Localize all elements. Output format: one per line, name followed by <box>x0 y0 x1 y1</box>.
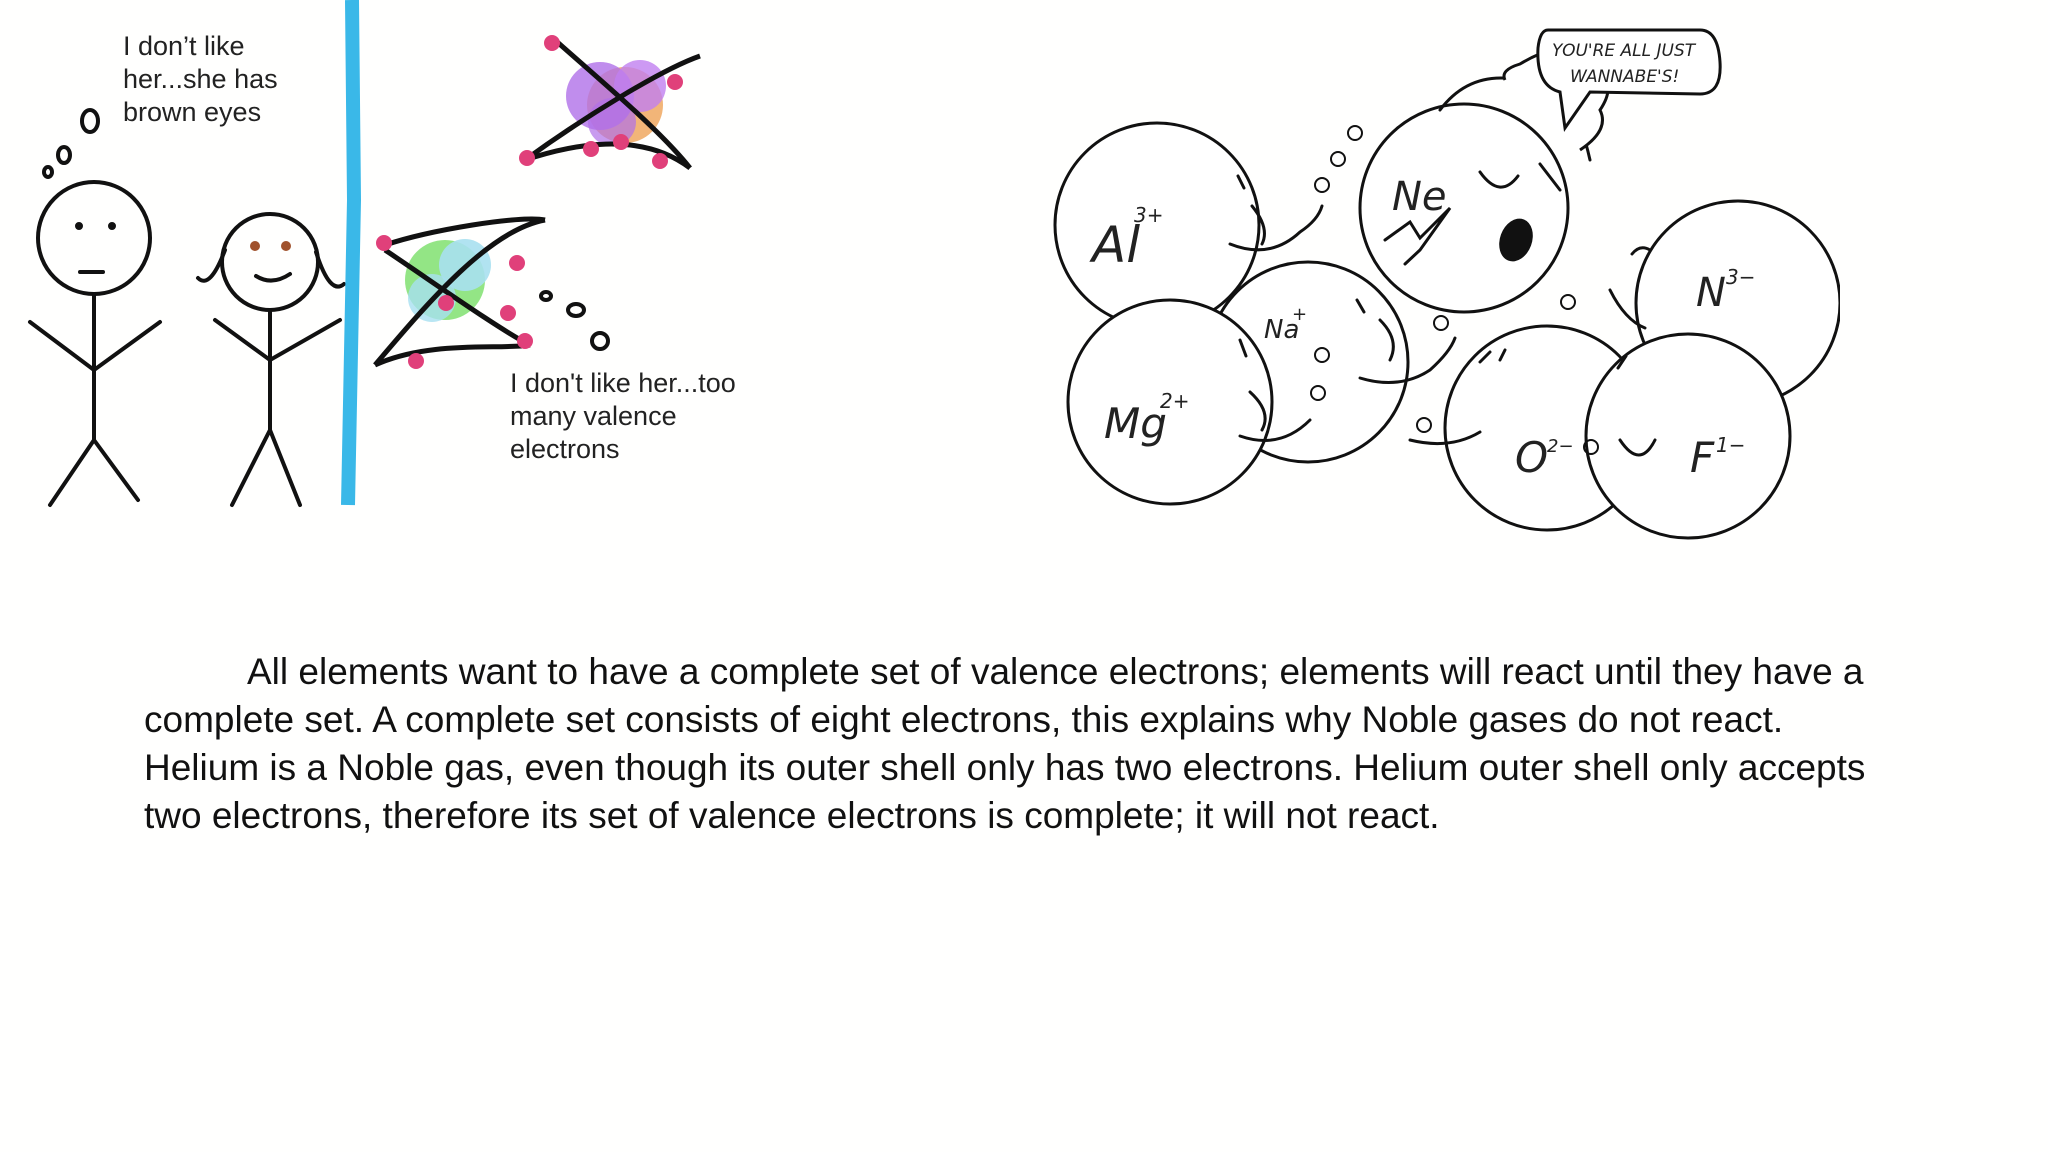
speech-line-1: YOU'RE ALL JUST <box>1552 41 1696 61</box>
body-paragraph: All elements want to have a complete set of valence electrons; elements will react until they have a complete set. A complete set consists of eight electrons, this explains why Noble gases do not react. Helium is a Noble gas, even though its outer shell only has two electrons. Helium outer shell only accepts two electrons, therefore its set of valence electrons is complete; it will not react. <box>144 651 1866 836</box>
speech-line-2: WANNABE'S! <box>1570 67 1680 87</box>
ion-charge-mg: 2+ <box>1160 389 1190 413</box>
ion-label-n: N <box>1696 270 1726 316</box>
ion-ball-f <box>1586 334 1790 538</box>
speech-bubble <box>1538 30 1720 128</box>
ion-charge-f: 1− <box>1716 433 1746 457</box>
thought-text-person: I don’t like her...she has brown eyes <box>123 31 278 127</box>
thought-bubbles-person <box>44 110 98 177</box>
thought-bubbles-atom <box>541 292 608 349</box>
stick-figure-comic <box>0 0 740 510</box>
atom-top <box>519 35 700 169</box>
stick-woman <box>198 214 344 505</box>
ion-drawing <box>1040 20 1840 550</box>
ion-charge-na: + <box>1292 304 1308 325</box>
ion-label-f: F <box>1690 433 1715 482</box>
ion-charge-al: 3+ <box>1134 203 1164 227</box>
divider-line <box>348 0 354 505</box>
atom-middle <box>375 219 545 369</box>
thought-text-atom: I don't like her...too many valence electrons <box>510 368 736 464</box>
ion-charge-o: 2− <box>1547 436 1574 457</box>
stick-man <box>30 182 160 505</box>
ion-label-o: O <box>1515 433 1549 482</box>
ion-label-mg: Mg <box>1104 399 1167 448</box>
ion-comic <box>1040 20 1840 550</box>
ion-label-na: Na <box>1264 315 1300 345</box>
ion-label-al: Al <box>1092 216 1141 274</box>
ion-label-ne: Ne <box>1392 174 1447 220</box>
ion-charge-n: 3− <box>1726 265 1756 289</box>
